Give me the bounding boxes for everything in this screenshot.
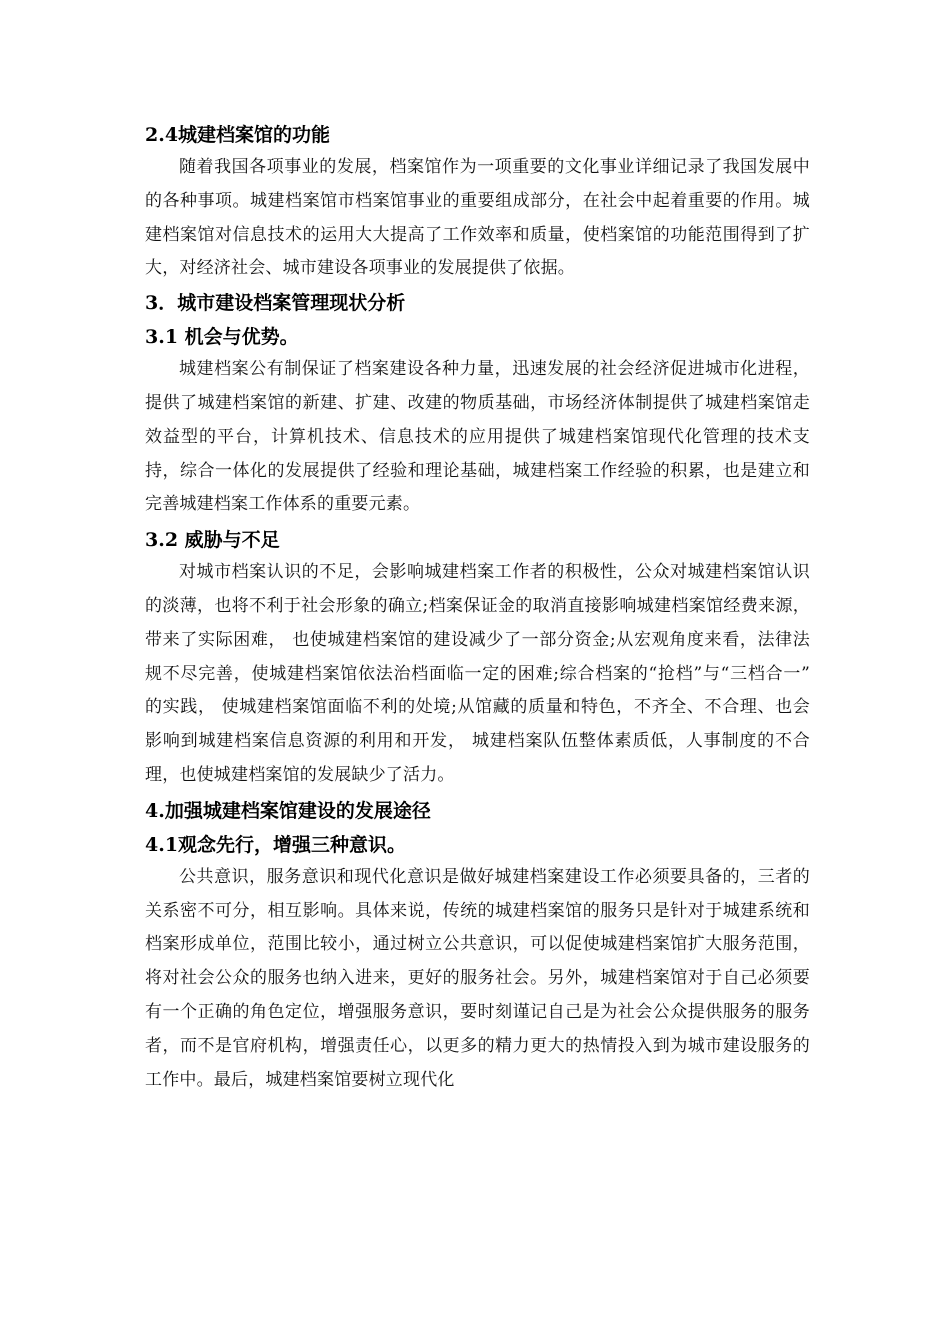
paragraph-2-4: 随着我国各项事业的发展，档案馆作为一项重要的文化事业详细记录了我国发展中的各种事项。城建档案馆市档案馆事业的重要组成部分，在社会中起着重要的作用。城建档案馆对信息技术的运用大大提高了工作效率和质量，使档案馆的功能范围得到了扩大，对经济社会、城市建设各项事业的发展提供了依据。 xyxy=(145,157,810,279)
paragraph-3-1: 城建档案公有制保证了档案建设各种力量，迅速发展的社会经济促进城市化进程，提供了城建档案馆的新建、扩建、改建的物质基础，市场经济体制提供了城建档案馆走效益型的平台，计算机技术、信息技术的应用提供了城建档案馆现代化管理的技术支持，综合一体化的发展提供了经验和理论基础，城建档案工作经验的积累，也是建立和完善城建档案工作体系的重要元素。 xyxy=(145,359,810,515)
section-heading-4: 4.加强城建档案馆建设的发展途径 xyxy=(145,799,431,822)
section-heading-4-1: 4.1观念先行，增强三种意识。 xyxy=(145,833,407,856)
paragraph-3-2: 对城市档案认识的不足，会影响城建档案工作者的积极性，公众对城建档案馆认识的淡薄，也将不利于社会形象的确立;档案保证金的取消直接影响城建档案馆经费来源，带来了实际困难， 也使城建档案馆的建设减少了一部分资金;从宏观角度来看，法律法规不尽完善，使城建档案馆依法治档面临一定的困难;综合档案的“抢档”与“三档合一” 的实践， 使城建档案馆面临不利的处境;从馆藏的质量和特色，不齐全、不合理、也会影响到城建档案信息资源的利用和开发， 城建档案队伍整体素质低，人事制度的不合理，也使城建档案馆的发展缺少了活力。 xyxy=(145,562,810,785)
document-body xyxy=(145,120,810,1097)
section-heading-3-1: 3.1 机会与优势。 xyxy=(145,326,299,349)
section-heading-3: 3．城市建设档案管理现状分析 xyxy=(145,292,406,315)
paragraph-4-1: 公共意识，服务意识和现代化意识是做好城建档案建设工作必须要具备的，三者的关系密不可分，相互影响。具体来说，传统的城建档案馆的服务只是针对于城建系统和档案形成单位，范围比较小，通过树立公共意识，可以促使城建档案馆扩大服务范围，将对社会公众的服务也纳入进来，更好的服务社会。另外，城建档案馆对于自己必须要有一个正确的角色定位，增强服务意识，要时刻谨记自己是为社会公众提供服务的服务者，而不是官府机构，增强责任心，以更多的精力更大的热情投入到为城市建设服务的工作中。最后，城建档案馆要树立现代化 xyxy=(145,866,810,1090)
section-heading-2-4: 2.4城建档案馆的功能 xyxy=(145,124,331,146)
section-heading-3-2: 3.2 威胁与不足 xyxy=(145,529,280,552)
